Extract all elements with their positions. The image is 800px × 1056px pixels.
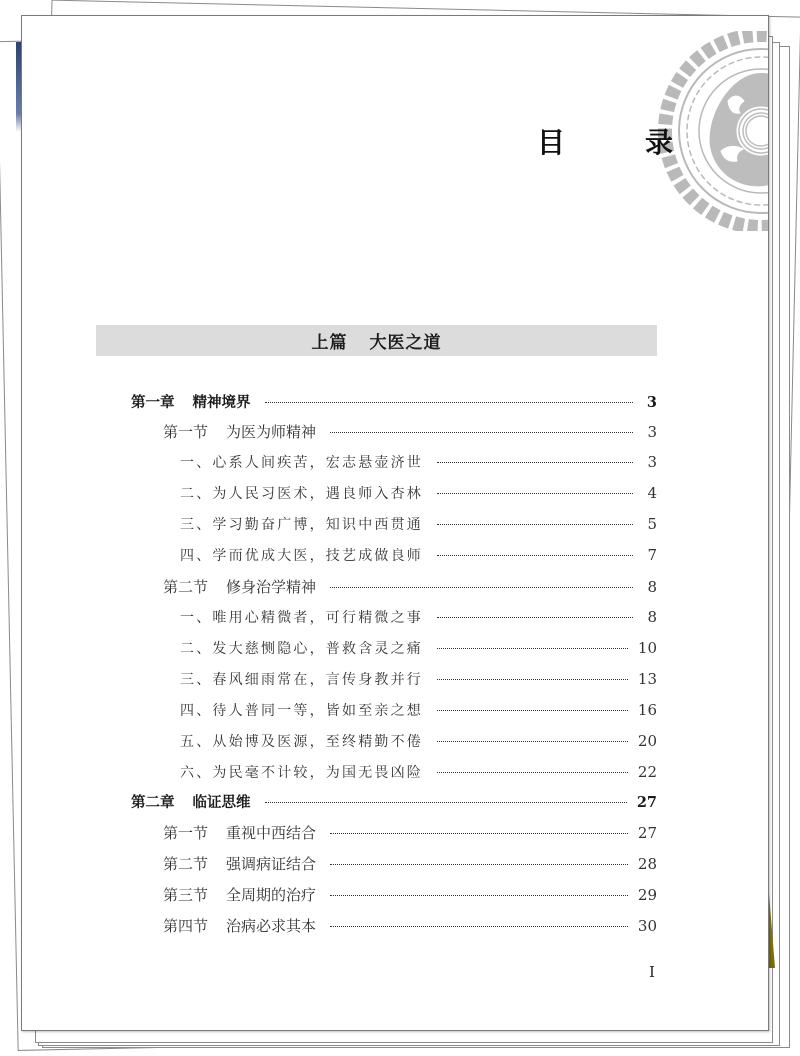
section-title: 为医为师精神	[226, 423, 317, 441]
dot-leader	[265, 402, 634, 403]
toc-item-entry[interactable]	[180, 483, 657, 507]
toc-section-entry[interactable]	[163, 915, 657, 939]
dot-leader	[437, 772, 628, 773]
page-number: 13	[637, 670, 657, 688]
page-number: 30	[637, 917, 657, 935]
page-number: 3	[646, 394, 657, 411]
page-number: 22	[637, 763, 657, 781]
page-number: 5	[647, 515, 657, 533]
toc-item-entry[interactable]	[180, 731, 657, 755]
dot-leader	[330, 833, 628, 834]
toc-section-entry[interactable]	[163, 421, 657, 445]
page-number: 27	[636, 794, 657, 811]
dot-leader	[330, 895, 628, 896]
folio-page-number: I	[649, 963, 655, 981]
dot-leader	[330, 432, 633, 433]
item-title: 五、从始博及医源，至终精勤不倦	[180, 734, 423, 750]
dot-leader	[437, 462, 633, 463]
section-number: 第三节	[163, 886, 209, 904]
chapter-title: 临证思维	[192, 795, 251, 811]
section-number: 第四节	[163, 917, 209, 935]
dot-leader	[437, 648, 628, 649]
toc-item-entry[interactable]	[180, 762, 657, 786]
page-number: 3	[647, 423, 657, 441]
section-number: 第一节	[163, 423, 209, 441]
page-number: 3	[647, 453, 657, 471]
dot-leader	[265, 802, 627, 803]
section-title: 治病必求其本	[226, 917, 317, 935]
toc-page	[21, 15, 769, 1031]
dot-leader	[330, 864, 628, 865]
toc-item-entry[interactable]	[180, 669, 657, 693]
dot-leader	[437, 524, 633, 525]
item-title: 三、学习勤奋广博，知识中西贯通	[180, 517, 423, 533]
page-number: 28	[637, 855, 657, 873]
toc-section-entry[interactable]	[163, 853, 657, 877]
dot-leader	[330, 587, 633, 588]
section-title: 重视中西结合	[226, 824, 317, 842]
section-number: 第二节	[163, 855, 209, 873]
page-number: 7	[647, 546, 657, 564]
dot-leader	[437, 679, 628, 680]
chapter-title: 精神境界	[192, 395, 251, 411]
part-header-band	[96, 325, 657, 356]
page-title: 目 录	[537, 126, 700, 159]
dot-leader	[437, 617, 633, 618]
page-number: 20	[637, 732, 657, 750]
page-number: 4	[647, 484, 657, 502]
item-title: 六、为民毫不计较，为国无畏凶险	[180, 765, 423, 781]
item-title: 二、发大慈恻隐心，普救含灵之痛	[180, 641, 423, 657]
toc-chapter-entry[interactable]	[131, 791, 657, 815]
part-name: 大医之道	[369, 333, 442, 353]
toc-item-entry[interactable]	[180, 607, 657, 631]
toc-chapter-entry[interactable]	[131, 391, 657, 415]
toc-section-entry[interactable]	[163, 822, 657, 846]
toc-section-entry[interactable]	[163, 576, 657, 600]
section-title: 强调病证结合	[226, 855, 317, 873]
page-number: 27	[637, 824, 657, 842]
toc-item-entry[interactable]	[180, 452, 657, 476]
part-label: 上篇	[311, 333, 348, 353]
item-title: 二、为人民习医术，遇良师入杏林	[180, 486, 423, 502]
dot-leader	[437, 555, 633, 556]
chapter-number: 第一章	[131, 395, 175, 411]
toc-item-entry[interactable]	[180, 514, 657, 538]
item-title: 一、心系人间疾苦，宏志悬壶济世	[180, 455, 423, 471]
toc-item-entry[interactable]	[180, 545, 657, 569]
section-number: 第二节	[163, 578, 209, 596]
section-title: 全周期的治疗	[226, 886, 317, 904]
page-number: 8	[647, 608, 657, 626]
section-number: 第一节	[163, 824, 209, 842]
toc-item-entry[interactable]	[180, 700, 657, 724]
dot-leader	[330, 926, 628, 927]
toc-item-entry[interactable]	[180, 638, 657, 662]
dot-leader	[437, 741, 628, 742]
page-number: 16	[637, 701, 657, 719]
toc-section-entry[interactable]	[163, 884, 657, 908]
item-title: 四、待人普同一等，皆如至亲之想	[180, 703, 423, 719]
item-title: 四、学而优成大医，技艺成做良师	[180, 548, 423, 564]
page-number: 29	[637, 886, 657, 904]
item-title: 三、春风细雨常在，言传身教并行	[180, 672, 423, 688]
section-title: 修身治学精神	[226, 578, 317, 596]
dot-leader	[437, 710, 628, 711]
dot-leader	[437, 493, 633, 494]
page-number: 8	[647, 578, 657, 596]
item-title: 一、唯用心精微者，可行精微之事	[180, 610, 423, 626]
chapter-number: 第二章	[131, 795, 175, 811]
page-number: 10	[637, 639, 657, 657]
